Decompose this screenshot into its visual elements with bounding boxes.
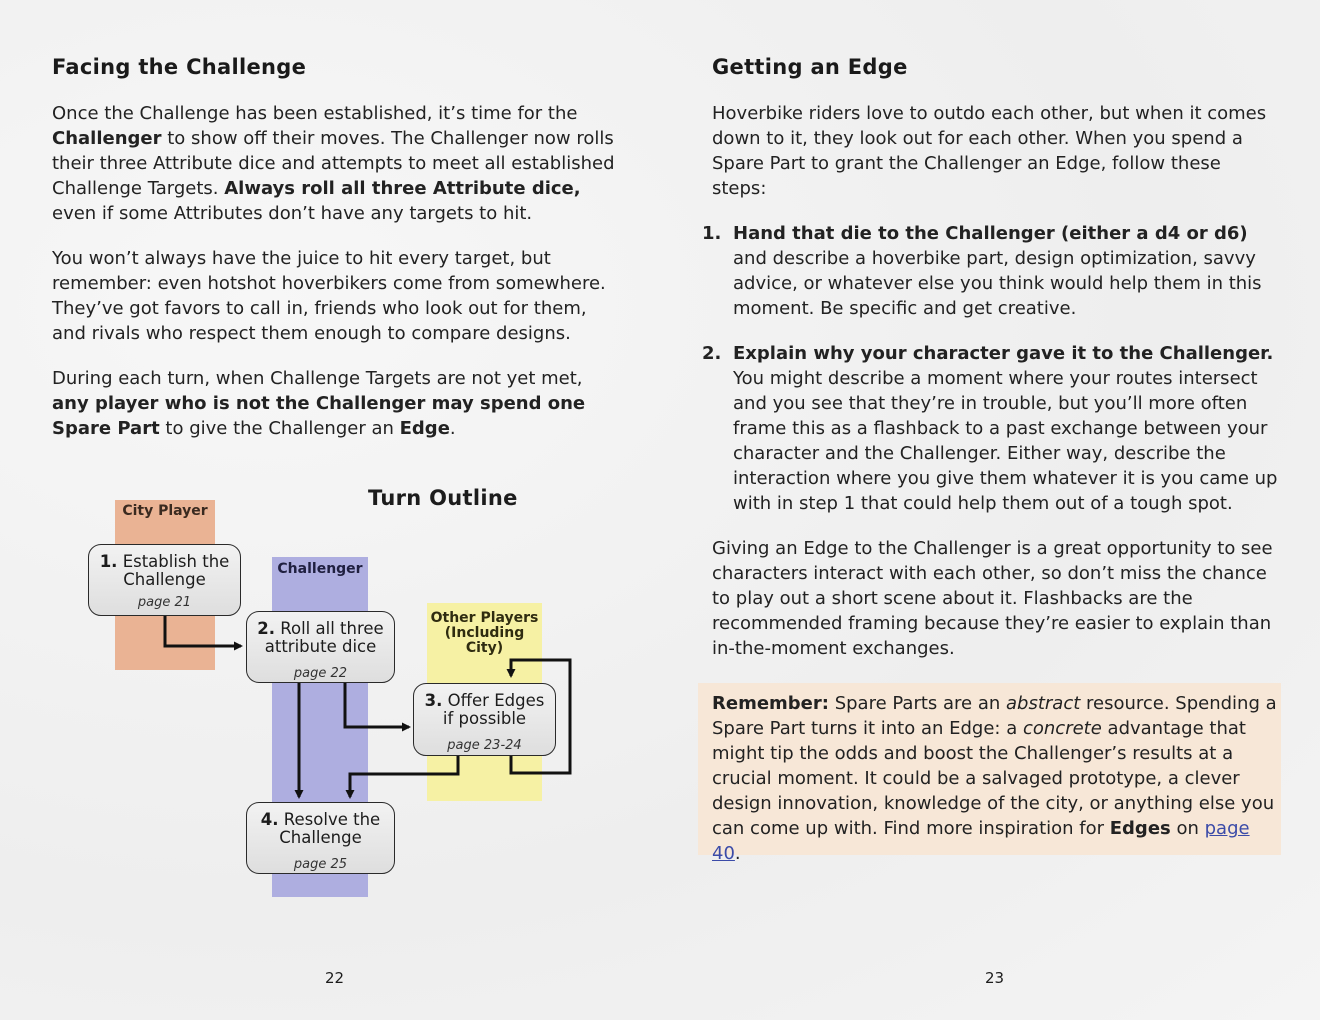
- step-4-resolve-challenge: 4. Resolve the Challenge page 25: [246, 802, 395, 874]
- section-heading: Getting an Edge: [712, 55, 908, 79]
- page-number: 22: [325, 969, 345, 987]
- paragraph-challenger-rolls: Once the Challenge has been established, it’s time for the Challenger to show off their moves. The Challenger now rolls their three Attribute dice and attempts to meet all established Challenge Targets. Always roll all three Attribute dice, even if some Attributes don’t have any targets to hit.: [52, 103, 615, 224]
- arrow-step1-to-step2: [165, 615, 241, 646]
- step-2-roll-dice: 2. Roll all three attribute dice page 22: [246, 611, 395, 683]
- step-3-offer-edges: 3. Offer Edges if possible page 23-24: [413, 683, 556, 756]
- lane-label-city-player: City Player: [122, 503, 208, 519]
- step-1-establish-challenge: 1. Establish the Challenge page 21: [88, 544, 241, 616]
- lane-label-challenger: Challenger: [277, 561, 363, 577]
- paragraph-juice: You won’t always have the juice to hit every target, but remember: even hotshot hoverbikers come from somewhere. They’ve got favors to call in, friends who look out for them, and rivals who respect them enough to compare designs.: [52, 248, 606, 344]
- arrow-step3-to-step4: [350, 756, 458, 797]
- diagram-title: Turn Outline: [368, 486, 518, 510]
- paragraph-spare-part: During each turn, when Challenge Targets are not yet met, any player who is not the Challenger may spend one Spare Part to give the Challenger an Edge.: [52, 368, 586, 439]
- paragraph-flashbacks: Giving an Edge to the Challenger is a great opportunity to see characters interact with each other, so don’t miss the chance to play out a short scene about it. Flashbacks are the recommended framing because they’re easier to explain than in-the-moment exchanges.: [712, 538, 1273, 659]
- remember-callout: [698, 683, 1281, 864]
- callout-text: Remember: Spare Parts are an abstract resource. Spending a Spare Part turns it into an Edge: a concrete advantage that might tip the odds and boost the Challenger’s results at a crucial moment. It could be a salvaged prototype, a clever design innovation, knowledge of the city, or anything else you can come up with. Find more inspiration for Edges on page 40.: [712, 693, 1277, 864]
- paragraph-intro: Hoverbike riders love to outdo each other, but when it comes down to it, they look out for each other. When you spend a Spare Part to grant the Challenger an Edge, follow these steps:: [712, 103, 1267, 199]
- lane-label-other-players: Other Players (Including City): [430, 610, 539, 656]
- right-page: Getting an Edge Hoverbike riders love to outdo each other, but when it comes down to it, they look out for each other. When you spend a Spare Part to grant the Challenger an Edge, follow these steps: 1. Hand that die to the Challenger (either a d4 or d6) and describe a hoverbike part, design optimization, savvy advice, or whatever else you think would help them in this moment. Be specific and get creative. 2. Explain why your character gave it to the Challenger. You might describe a moment where your routes intersect and you see that they’re in trouble, but you’ll more often frame this as a flashback to a past exchange between your character and the Challenger. Either way, describe the interaction where you give them whatever it is you came up with in step 1 that could help them out of a tough spot. Giving an Edge to the Challenger is a great opportunity to see characters interact with each other, so don’t miss the chance to play out a short scene about it. Flashbacks are the recommended framing because they’re easier to explain than in-the-moment exchanges. Remember: Spare Parts are an abstract resource. Spending a Spare Part turns it into an Edge: a concrete advantage that might tip the odds and boost the Challenger’s results at a crucial moment. It could be a salvaged prototype, a clever design innovation, knowledge of the city, or anything else you can come up with. Find more inspiration for Edges on page 40. 23: [660, 0, 1320, 1020]
- arrow-step2-to-step3: [345, 682, 409, 727]
- turn-outline-diagram: [80, 480, 600, 910]
- section-heading: Facing the Challenge: [52, 55, 307, 79]
- page-40-link[interactable]: page 40: [712, 818, 1250, 864]
- page-number: 23: [985, 969, 1005, 987]
